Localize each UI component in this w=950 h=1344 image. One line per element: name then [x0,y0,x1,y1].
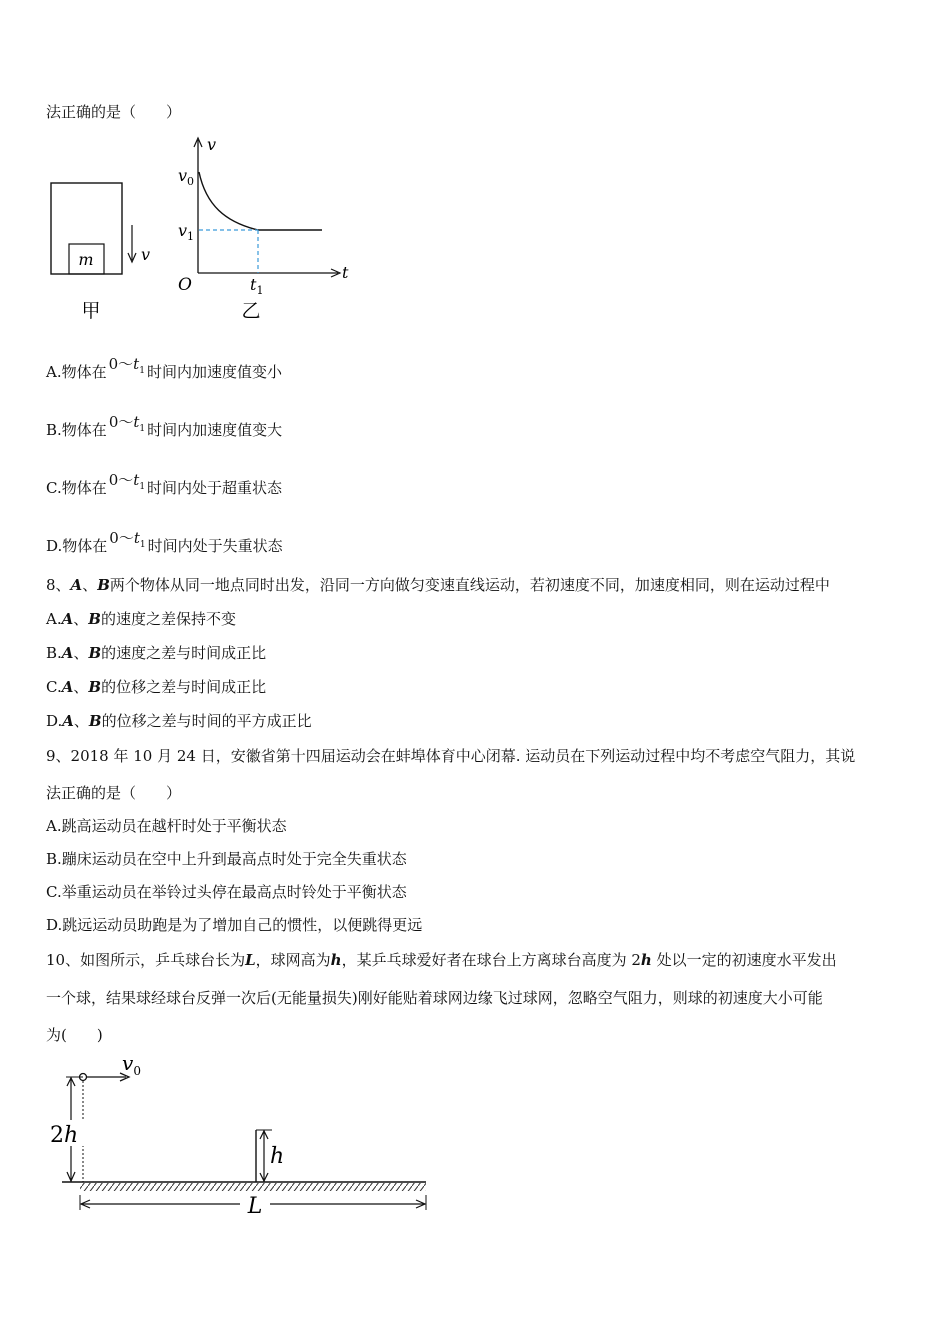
q7-fig-jia-caption: 甲 [81,300,101,322]
q8-option-c[interactable]: C.A、B的位移之差与时间成正比 [46,678,267,696]
q7-option-b[interactable]: B.物体在 $0\sim t_1$ 时间内加速度值变大 [46,413,283,439]
q8-option-d[interactable]: D.A、B的位移之差与时间的平方成正比 [46,712,312,730]
q7-fig-v1-sub: 1 [187,230,195,243]
q9-stem-line2: 法正确的是（ ） [46,784,182,802]
q7-fig-axis-t: t [342,263,349,282]
q10-fig-v0-main: v [122,1051,134,1075]
q9-option-a[interactable]: A.跳高运动员在越杆时处于平衡状态 [46,817,287,835]
q7-fig-v0-sub: 0 [187,175,195,188]
q9-option-d[interactable]: D.跳远运动员助跑是为了增加自己的惯性，以便跳得更远 [46,916,423,934]
q10-fig-v0-sub: 0 [133,1064,141,1078]
q7-fig-t1-main: t [250,275,257,294]
q9-option-b[interactable]: B.蹦床运动员在空中上升到最高点时处于完全失重状态 [46,850,407,868]
q7-interval-math: $0\sim t_1$ [108,355,145,376]
svg-text:2h [50,1123,78,1148]
q7-interval-math: $0\sim t_1$ [109,529,146,550]
q7-interval-math: $0\sim t_1$ [108,471,146,492]
q7-option-a[interactable]: A.物体在 $0\sim t_1$ 时间内加速度值变小 [46,355,282,381]
q7-stem-tail: 法正确的是（ ） [46,103,182,121]
q7-fig-mass-label: m [78,250,94,269]
q10-fig-2h-num: 2 [50,1123,64,1148]
q10-fig-2h-var: h [64,1123,79,1148]
q7-fig-t1-sub: 1 [256,284,264,297]
svg-text:v1 [178,221,194,243]
q7-figure-jia [40,170,170,330]
q7-fig-yi-caption: 乙 [241,300,261,322]
q7-fig-v1-main: v [178,221,188,240]
svg-text:v0 [178,166,194,188]
q9-stem-line1: 9、2018 年 10 月 24 日，安徽省第十四届运动会在蚌埠体育中心闭幕. 运动员在下列运动过程中均不考虑空气阻力，其说 [46,747,856,765]
q10-stem-line1: 10、如图所示，乒乓球台长为L，球网高为h，某乒乓球爱好者在球台上方离球台高度为 2h 处以一定的初速度水平发出 [46,951,837,969]
q10-stem-line3: 为( ) [46,1026,103,1044]
q7-fig-axis-v: v [207,135,217,154]
q7-option-d[interactable]: D.物体在 $0\sim t_1$ 时间内处于失重状态 [46,529,283,555]
q7-fig-v0-main: v [178,166,188,185]
q7-fig-origin: O [178,275,192,295]
q8-option-b[interactable]: B.A、B的速度之差与时间成正比 [46,644,267,662]
q10-fig-h: h [270,1144,285,1169]
q8-stem: 8、A、B两个物体从同一地点同时出发，沿同一方向做匀变速直线运动，若初速度不同，加速度相同，则在运动过程中 [46,576,830,594]
q9-option-c[interactable]: C.举重运动员在举铃过头停在最高点时铃处于平衡状态 [46,883,407,901]
q10-stem-line2: 一个球，结果球经球台反弹一次后(无能量损失)刚好能贴着球网边缘飞过球网，忽略空气阻力，则球的初速度大小可能 [46,989,823,1007]
q7-fig-v-label: v [141,245,151,264]
q7-option-c[interactable]: C.物体在 $0\sim t_1$ 时间内处于超重状态 [46,471,283,497]
q10-fig-L: L [247,1194,263,1219]
svg-text:t1 [250,275,263,297]
q7-interval-math: $0\sim t_1$ [108,413,146,434]
q8-option-a[interactable]: A.A、B的速度之差保持不变 [46,610,236,628]
svg-text:v0 [122,1051,141,1078]
q7-figure-yi [170,130,360,330]
q10-figure [40,1050,440,1225]
